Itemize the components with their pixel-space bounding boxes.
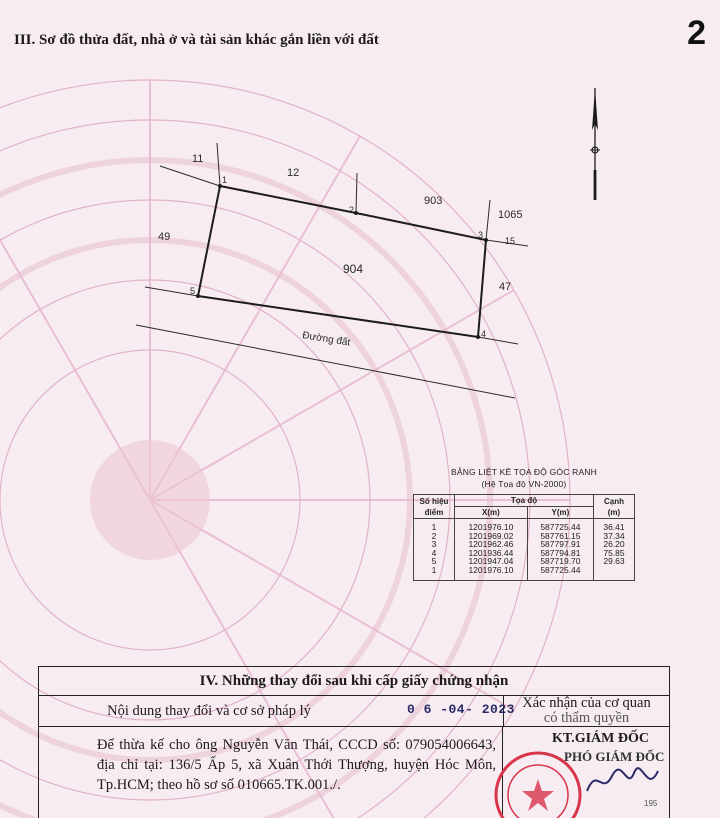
- boundary-line: [356, 173, 357, 213]
- point-label-3: 3: [478, 230, 484, 240]
- signer-subtitle: PHÓ GIÁM ĐỐC: [564, 749, 665, 764]
- table-row: 3 1201962.46 587797.91 26.20: [414, 540, 635, 549]
- point-label-2: 2: [349, 205, 355, 215]
- coordinate-table-block: [413, 466, 635, 581]
- changes-body-row: [39, 727, 669, 818]
- boundary-line: [217, 143, 220, 186]
- table-row: 4 1201936.44 587794.81 75.85: [414, 549, 635, 558]
- confirm-column-header: Xác nhận của cơ quan có thẩm quyền: [522, 695, 651, 726]
- parcel-outline: [198, 186, 486, 337]
- coordinate-table: [413, 494, 635, 581]
- change-content: Để thừa kế cho ông Nguyễn Văn Thái, CCCD số: 079054006643, địa chỉ tại: 136/5 Ấp 5, xã Xuân Thới Thượng, huyện Hóc Môn, Tp.HCM; theo hồ sơ số 010665.TK.001./.: [39, 727, 503, 818]
- signer-title: KT.GIÁM ĐỐC: [552, 731, 649, 746]
- vertex-point: [484, 238, 488, 242]
- confirmation-cell: [504, 727, 669, 818]
- table-row: 1 1201976.10 587725.44: [414, 566, 635, 581]
- parcel-number: 904: [343, 262, 364, 276]
- section-title: III. Sơ đồ thửa đất, nhà ở và tài sản khác gắn liền với đất: [14, 32, 379, 48]
- neighbor-label: 903: [424, 195, 443, 207]
- page-note: 195: [644, 799, 658, 808]
- neighbor-label: 11: [192, 153, 204, 165]
- header-x: X(m): [455, 507, 528, 519]
- changes-title: IV. Những thay đổi sau khi cấp giấy chứng nhận: [39, 667, 669, 696]
- road-label: Đường đất: [301, 330, 351, 349]
- header-point: Số hiệu điểm: [414, 495, 455, 519]
- table-row: 5 1201947.04 587719.70 29.63: [414, 557, 635, 566]
- boundary-line: [486, 200, 490, 240]
- header-y: Y(m): [527, 507, 593, 519]
- neighbor-label: 49: [158, 231, 171, 243]
- boundary-line: [160, 166, 220, 186]
- table-row: 2 1201969.02 587761.15 37.34: [414, 532, 635, 541]
- header-edge: Cạnh (m): [594, 495, 635, 519]
- point-label-1: 1: [222, 175, 228, 185]
- neighbor-label: 47: [499, 281, 512, 293]
- vertex-point: [476, 335, 480, 339]
- coordinate-table-subtitle: (Hệ Tọa độ VN-2000): [481, 479, 567, 489]
- point-label-4: 4: [481, 329, 487, 339]
- vertex-point: [196, 294, 200, 298]
- changes-header-row: [39, 696, 669, 727]
- content-column-header: Nội dung thay đổi và cơ sở pháp lý: [39, 696, 504, 726]
- coordinate-table-title: BẢNG LIỆT KÊ TỌA ĐỘ GÓC RANH: [450, 467, 598, 477]
- neighbor-label: 15: [505, 236, 516, 246]
- neighbor-label: 1065: [498, 209, 523, 221]
- table-row: 1 1201976.10 587725.44 36.41: [414, 519, 635, 532]
- signature-image: [582, 761, 662, 801]
- point-label-5: 5: [190, 286, 196, 296]
- stamp-date: 0 6 -04- 2023: [407, 702, 515, 717]
- vertex-point: [354, 211, 358, 215]
- page-number: 2: [687, 14, 706, 52]
- changes-section: [38, 666, 670, 818]
- header-coords: Tọa độ: [455, 495, 594, 507]
- neighbor-label: 12: [287, 167, 300, 179]
- north-arrow-icon: [590, 88, 600, 200]
